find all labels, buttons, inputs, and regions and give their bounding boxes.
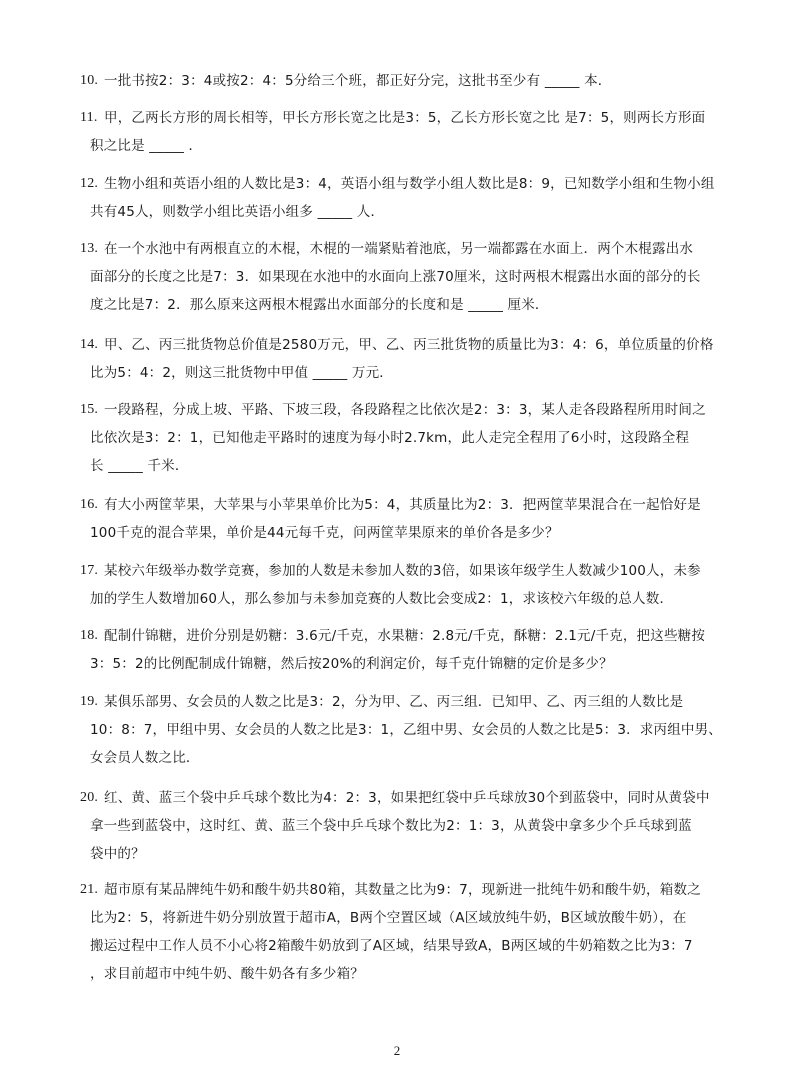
problem-number: 20. — [80, 790, 99, 805]
problem-text-line: 搬运过程中工作人员不小心将2箱酸牛奶放到了A区域，结果导致A，B两区域的牛奶箱数之比为3：7 — [90, 938, 693, 954]
problem-text-line: 女会员人数之比． — [90, 750, 200, 766]
problem-text-line: 一段路程，分成上坡、平路、下坡三段，各段路程之比依次是2：3：3，某人走各段路程所用时间之 — [104, 402, 706, 418]
problem-text-line: 甲，乙两长方形的周长相等，甲长方形长宽之比是3：5，乙长方形长宽之比 是7：5，则两长方形面 — [104, 110, 706, 126]
problem-number: 16. — [80, 497, 99, 512]
problem-text-line: 生物小组和英语小组的人数比是3：4，英语小组与数学小组人数比是8：9，已知数学小组和生物小组 — [104, 176, 715, 192]
problem-number: 11. — [80, 110, 98, 125]
problem-text-line: 比为2：5，将新进牛奶分别放置于超市A，B两个空置区域（A区域放纯牛奶，B区域放酸牛奶），在 — [90, 910, 687, 926]
problem-number: 10. — [80, 73, 99, 88]
problem-text-line: 拿一些到蓝袋中，这时红、黄、蓝三个袋中乒乓球个数比为2：1：3，从黄袋中拿多少个乒乓球到蓝 — [90, 818, 692, 834]
problem-text-line: ，求目前超市中纯牛奶、酸牛奶各有多少箱？ — [90, 966, 364, 982]
problem-text-line: 超市原有某品牌纯牛奶和酸牛奶共80箱，其数量之比为9：7，现新进一批纯牛奶和酸牛奶，箱数之 — [104, 882, 701, 898]
problem-text-line: 比为5：4：2，则这三批货物中甲值 _____ 万元． — [90, 365, 393, 381]
problem-number: 21. — [80, 882, 99, 897]
problem-text-line: 面部分的长度之比是7：3．如果现在水池中的水面向上涨70厘米，这时两根木棍露出水面的部分的长 — [90, 269, 701, 285]
problem-text-line: 共有45人，则数学小组比英语小组多 _____ 人． — [90, 204, 385, 220]
problem-number: 15. — [80, 402, 99, 417]
problem-text-line: 甲、乙、丙三批货物总价值是2580万元，甲、乙、丙三批货物的质量比为3：4：6，单位质量的价格 — [104, 337, 714, 353]
problem-text-line: 度之比是7：2．那么原来这两根木棍露出水面部分的长度和是 _____ 厘米． — [90, 297, 549, 313]
problem-text-line: 3：5：2的比例配制成什锦糖，然后按20%的利润定价，每千克什锦糖的定价是多少？ — [90, 656, 613, 672]
problem-number: 17. — [80, 563, 99, 578]
problem-number: 18. — [80, 628, 99, 643]
problem-text-line: 长 _____ 千米． — [90, 458, 189, 474]
problem-text-line: 某俱乐部男、女会员的人数之比是3：2，分为甲、乙、丙三组．已知甲、乙、丙三组的人数比是 — [104, 694, 684, 710]
problem-number: 14. — [80, 337, 99, 352]
problem-text-line: 10：8：7，甲组中男、女会员的人数之比是3：1，乙组中男、女会员的人数之比是5：3．求丙组中男、 — [90, 722, 723, 738]
problem-text-line: 红、黄、蓝三个袋中乒乓球个数比为4：2：3，如果把红袋中乒乓球放30个到蓝袋中，同时从黄袋中 — [104, 790, 710, 806]
problem-number: 13. — [80, 241, 99, 256]
problem-text-line: 某校六年级举办数学竞赛，参加的人数是未参加人数的3倍，如果该年级学生人数减少100人，未参 — [104, 563, 701, 579]
problem-text-line: 有大小两筐苹果，大苹果与小苹果单价比为5：4，其质量比为2：3．把两筐苹果混合在一起恰好是 — [104, 497, 701, 513]
page-number: 2 — [393, 1043, 401, 1058]
problem-text-line: 100千克的混合苹果，单价是44元每千克，问两筐苹果原来的单价各是多少？ — [90, 525, 559, 541]
problem-text-line: 一批书按2：3：4或按2：4：5分给三个班，都正好分完，这批书至少有 _____ 本． — [104, 73, 612, 89]
problem-number: 12. — [80, 176, 99, 191]
problem-text-line: 加的学生人数增加60人，那么参加与未参加竞赛的人数比会变成2：1，求该校六年级的总人数． — [90, 591, 674, 607]
problem-text-line: 配制什锦糖，进价分别是奶糖：3.6元/千克，水果糖：2.8元/千克，酥糖：2.1元/千克，把这些糖按 — [104, 628, 706, 644]
problem-text-line: 积之比是 _____ ． — [90, 138, 203, 154]
problem-text-line: 在一个水池中有两根直立的木棍，木棍的一端紧贴着池底，另一端都露在水面上．两个木棍露出水 — [104, 241, 694, 257]
problem-number: 19. — [80, 694, 99, 709]
problem-text-line: 比依次是3：2：1，已知他走平路时的速度为每小时2.7km，此人走完全程用了6小时，这段路全程 — [90, 430, 690, 446]
problem-text-line: 袋中的？ — [90, 846, 145, 862]
